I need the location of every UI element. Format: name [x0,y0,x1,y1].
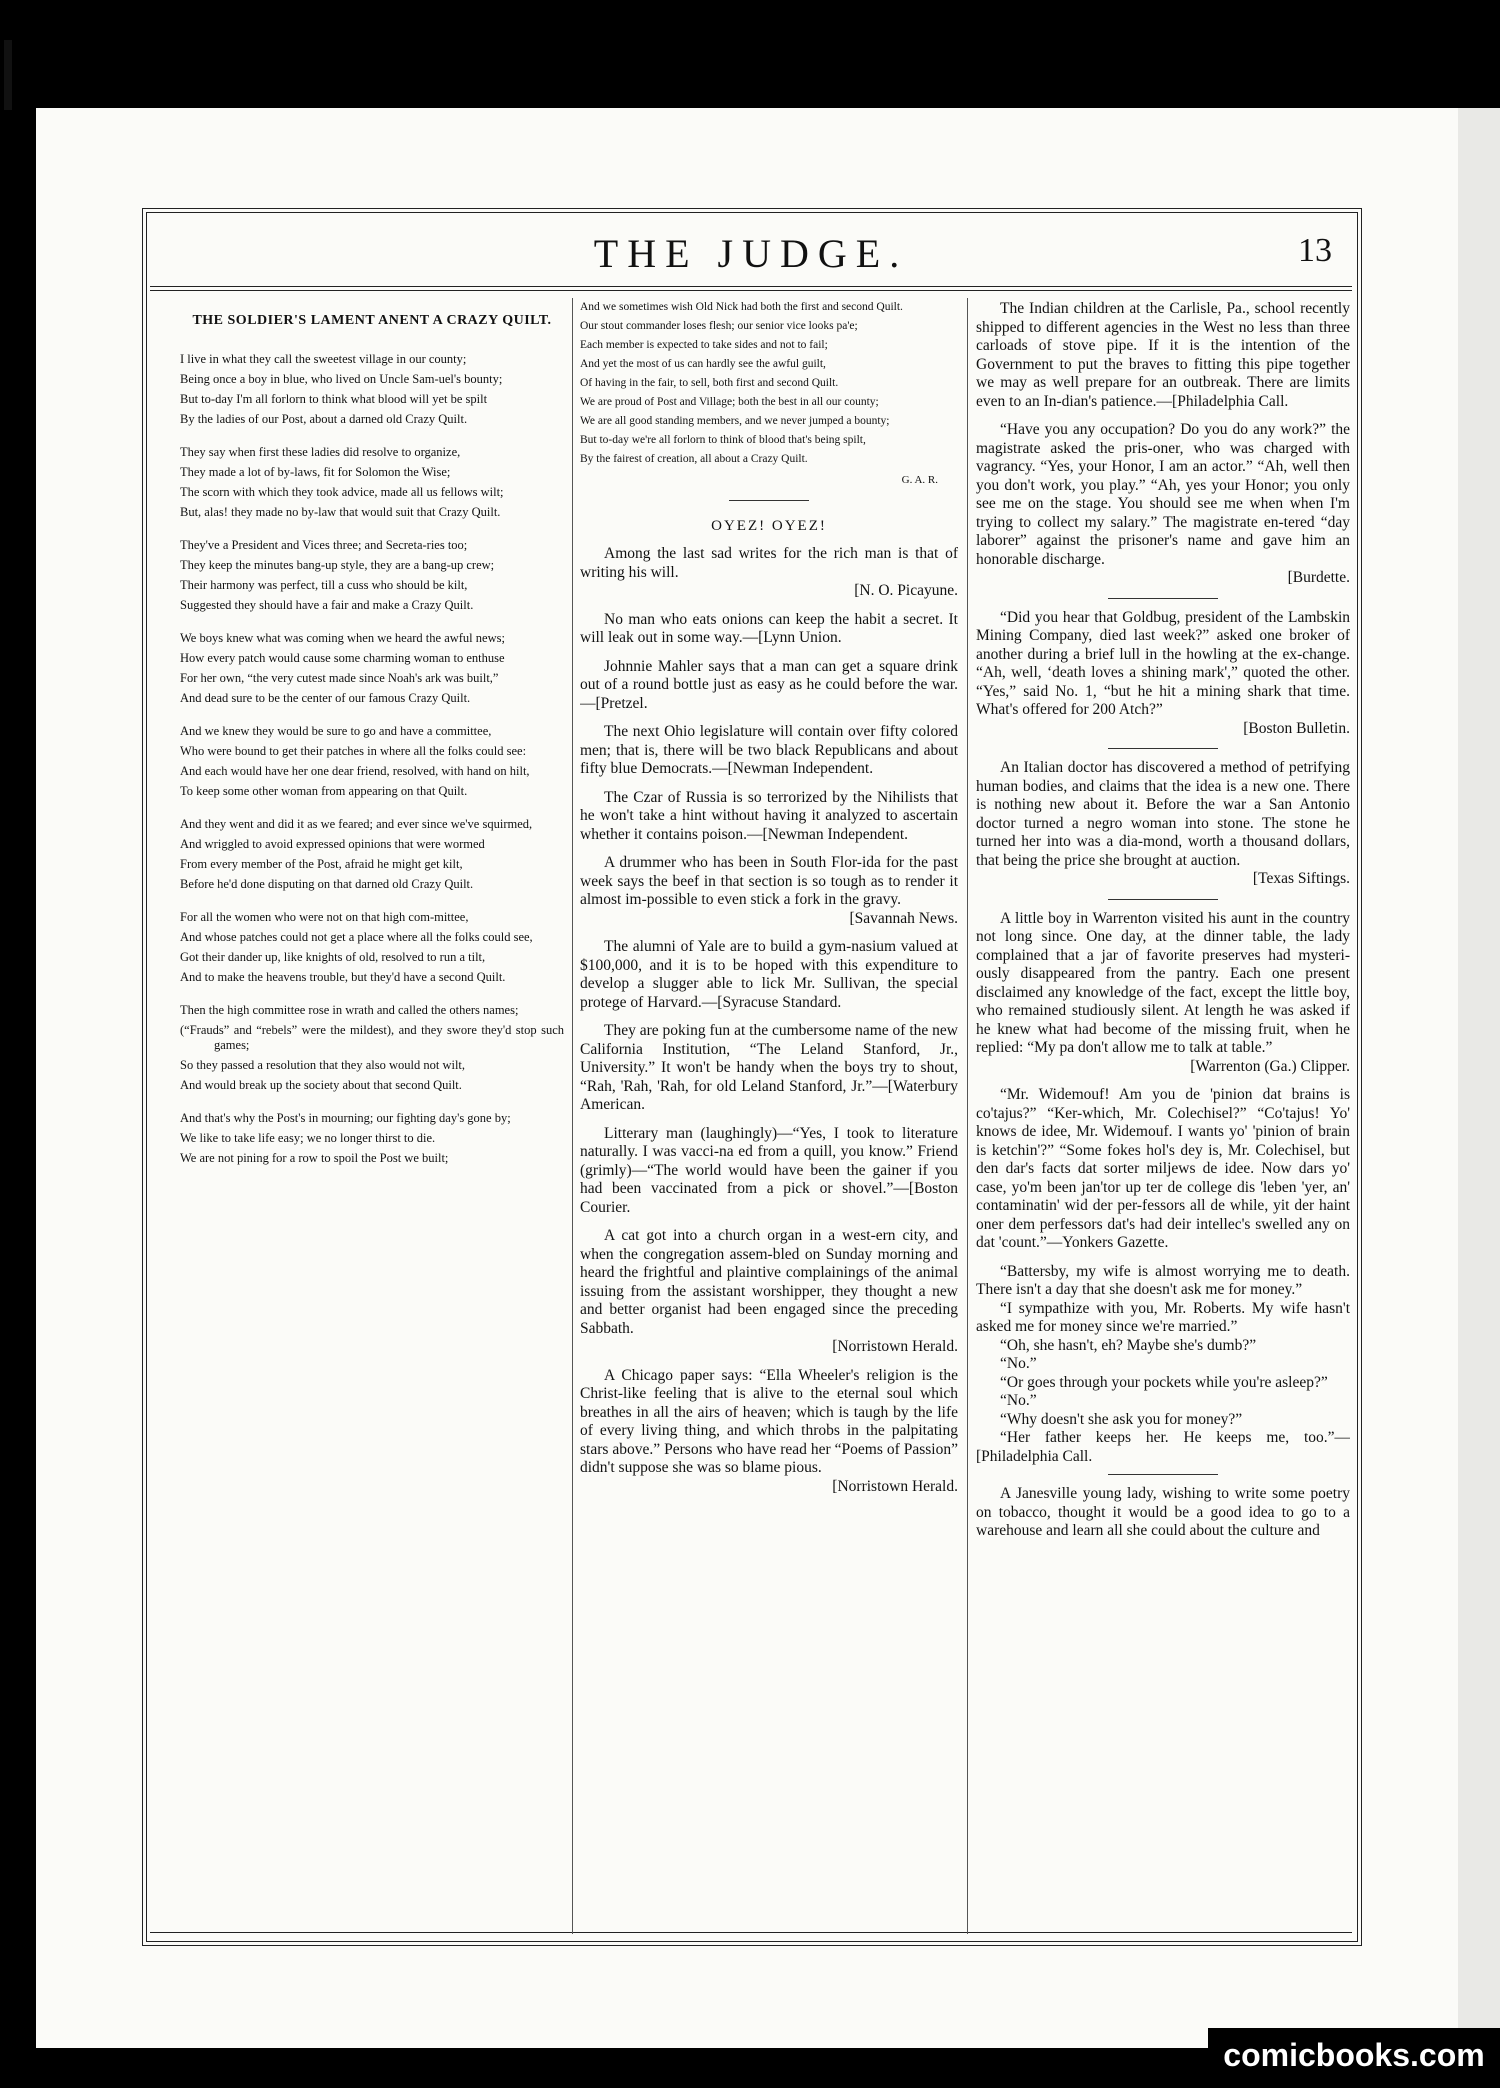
column-2 [580,300,958,1932]
verse-line: And would break up the society about that second Quilt. [180,1078,462,1092]
column-1 [180,300,564,1932]
news-item: Litterary man (laughingly)—“Yes, I took to literature naturally. I was vacci-na ed from a quill, you know.” Friend (grimly)—“The world would have been the gainer if you had been vaccinated from a pick or shovel.”—[Boston Courier. [580,1124,958,1216]
verse-line: We are not pining for a row to spoil the Post we built; [180,1151,449,1165]
news-source: [Boston Bulletin. [1243,719,1350,737]
dialogue-line: “Oh, she hasn't, eh? Maybe she's dumb?” [1000,1336,1257,1354]
verse-line: And to make the heavens trouble, but they'd have a second Quilt. [180,970,506,984]
poem-body [180,352,564,1166]
news-item: The Czar of Russia is so terrorized by the Nihilists that he won't take a hint without having it analyzed to ascertain whether it contains poison.—[Newman Independent. [580,788,958,843]
verse-line: I live in what they call the sweetest village in our county; [180,352,467,366]
verse-line: But, alas! they made no by-law that would suit that Crazy Quilt. [180,505,501,519]
verse-line: Their harmony was perfect, till a cuss who should be kilt, [180,578,468,592]
binding-mark [4,40,12,110]
poem-stanza [180,352,564,427]
closing-paragraph: A Janesville young lady, wishing to write some poetry on tobacco, thought it would be a good idea to go to a warehouse and learn all she could about the culture and [976,1485,1350,1539]
news-item: “Have you any occupation? Do you do any work?” the magistrate asked the pris-oner, who was charged with vagrancy. “Yes, your Honor, I am an actor.” “Ah, well then you don't work, you play.” “Ah, yes your Honor; you only see me on the stage. You should see me when when I'm trying to collect my salary.” The magistrate en-tered “day laborer” against the prisoner's name and gave him an honorable discharge. [976,421,1350,568]
news-source: [Texas Siftings. [1252,870,1350,887]
verse-line: And whose patches could not get a place where all the folks could see, [180,930,533,944]
news-item: An Italian doctor has discovered a method of petrifying human bodies, and claims that the idea is a new one. There is nothing new about it. Before the war a San Antonio doctor turned a negro woman into stone. The stone he turned her into was a dia-mond, worth a thousand dollars, that being the price she brought at auction. [976,759,1350,869]
news-item: No man who eats onions can keep the habit a secret. It will leak out in some way.—[Lynn Union. [580,610,958,646]
column-divider-1 [572,298,573,1934]
column-3 [976,300,1350,1932]
oyez-heading: OYEZ! OYEZ! [711,517,827,534]
verse-line: Got their dander up, like knights of old, resolved to run a tilt, [180,950,486,964]
poem-signature: G. A. R. [901,474,938,486]
verse-line: And they went and did it as we feared; and ever since we've squirmed, [180,817,533,831]
verse-line: We like to take life easy; we no longer thirst to die. [180,1131,436,1145]
section-rule [729,500,809,501]
verse-line: By the fairest of creation, all about a Crazy Quilt. [580,453,808,465]
dialogue-line: “I sympathize with you, Mr. Roberts. My wife hasn't asked me for money since we're married.” [976,1299,1350,1335]
news-source: [Burdette. [1287,569,1350,586]
news-item: A cat got into a church organ in a west-ern city, and when the congregation assem-bled on Sunday morning and heard the frightful and plaintive complainings of the animal issuing from the assistant worshipper, they thought a new and better organist had been engaged since the preceding Sabbath. [580,1227,958,1337]
verse-line: For her own, “the very cutest made since Noah's ark was built,” [180,671,499,685]
poem-title: THE SOLDIER'S LAMENT ANENT A CRAZY QUILT. [192,313,552,328]
column-divider-2 [967,298,968,1934]
dialogue [976,1263,1350,1467]
news-source: [N. O. Picayune. [854,582,958,599]
verse-line: We are proud of Post and Village; both the best in all our county; [580,396,879,408]
verse-line: But to-day I'm all forlorn to think what blood will yet be spilt [180,392,488,406]
section-rule [1108,1474,1218,1475]
news-item: “Mr. Widemouf! Am you de 'pinion dat brains is co'tajus?” “Ker-which, Mr. Colechisel?” “Co'tajus! Yo' knows de idee, Mr. Widemouf. I wants yo' 'pinion of brain is ketchin'?” “Some fokes hol's dey is, Mr. Colechisel, but den dar's facts dat sorter miljews de idee. Now dars yo' case, yo'm been jan'tor up ter de college dis 'leben 'yer, an' contaminatin' wid der per-fessors all de while, yit der haint oner dem perfessors dat's had deir intellec's swelled any on dat 'count.”—Yonkers Gazette. [976,1086,1350,1251]
oyez-items [580,545,958,1496]
verse-line: Suggested they should have a fair and make a Crazy Quilt. [180,598,474,612]
dialogue-line: “Her father keeps her. He keeps me, too.”—[Philadelphia Call. [976,1429,1350,1465]
verse-line: Being once a boy in blue, who lived on Uncle Sam-uel's bounty; [180,372,503,386]
verse-line: Then the high committee rose in wrath and called the others names; [180,1003,519,1017]
verse-line: And we sometimes wish Old Nick had both the first and second Quilt. [580,301,903,313]
masthead [146,222,1356,282]
verse-line: (“Frauds” and “rebels” were the mildest), and they swore they'd stop such games; [180,1023,564,1052]
verse-line: The scorn with which they took advice, made all us fellows wilt; [180,485,504,499]
verse-line: From every member of the Post, afraid he might get kilt, [180,857,463,871]
verse-line: They keep the minutes bang-up style, they are a bang-up crew; [180,558,495,572]
verse-line: Our stout commander loses flesh; our senior vice looks pa'e; [580,320,858,332]
poem-stanza [180,817,564,892]
verse-line: And yet the most of us can hardly see the awful guilt, [580,358,826,370]
verse-line: How every patch would cause some charming woman to enthuse [180,651,505,665]
verse-line: Who were bound to get their patches in where all the folks could see: [180,744,527,758]
page-edge [1458,108,1500,2048]
verse-line: And we knew they would be sure to go and have a committee, [180,724,492,738]
news-source: [Savannah News. [849,909,958,927]
verse-line: We are all good standing members, and we never jumped a bounty; [580,415,890,427]
poem-stanza [180,538,564,613]
verse-line: So they passed a resolution that they also would not wilt, [180,1058,466,1072]
column-3-items [976,300,1350,1263]
verse-line: We boys knew what was coming when we heard the awful news; [180,631,505,645]
news-item: They are poking fun at the cumbersome name of the new California Institution, “The Leland Stanford, Jr., University.” It won't be handy when the boys try to shout, “Rah, 'Rah, 'Rah, for old Leland Stanford, Jr.”—[Waterbury American. [580,1022,958,1113]
poem-stanza [180,724,564,799]
news-item: Among the last sad writes for the rich man is that of writing his will. [580,545,958,581]
news-item: Johnnie Mahler says that a man can get a square drink out of a round bottle just as easy as he could before the war.—[Pretzel. [580,657,958,712]
verse-line: By the ladies of our Post, about a darned old Crazy Quilt. [180,412,468,426]
dialogue-line: “Why doesn't she ask you for money?” [1000,1410,1243,1428]
poem-stanza [180,1111,564,1166]
poem-stanza [180,1003,564,1093]
verse-line: They say when first these ladies did resolve to organize, [180,445,461,459]
news-item: “Did you hear that Goldbug, president of the Lambskin Mining Company, died last week?” asked one broker of another during a brief lull in the howling at the ex-change. “Ah, well, ‘death loves a shining mark',” quoted the other. “Yes,” said No. 1, “but he hit a mining shark that time. What's offered for 200 Atch?” [976,608,1350,718]
news-item: The Indian children at the Carlisle, Pa., school recently shipped to different agencies in the West no less than three carloads of stove pipe. If it is the intention of the Government to put the braves to fitting this pipe together we may as well prepare for an outbreak. There are limits even to an In-dian's patience.—[Philadelphia Call. [976,300,1350,410]
dialogue-line: “No.” [1000,1392,1037,1409]
dialogue-line: “Battersby, my wife is almost worrying me to death. There isn't a day that she doesn't ask me for money.” [976,1262,1350,1298]
verse-line: To keep some other woman from appearing on that Quilt. [180,784,468,798]
verse-line: And that's why the Post's in mourning; our fighting day's gone by; [180,1111,511,1125]
header-rule-2 [150,290,1352,291]
verse-line: But to-day we're all forlorn to think of blood that's being spilt, [580,434,866,446]
verse-line: And dead sure to be the center of our famous Crazy Quilt. [180,691,471,705]
news-item: A drummer who has been in South Flor-ida for the past week says the beef in that section is so tough as to render it almost im-possible to even stick a fork in the gravy. [580,854,958,908]
news-source: [Warrenton (Ga.) Clipper. [1190,1057,1350,1075]
section-rule [1108,598,1218,599]
news-item: A Chicago paper says: “Ella Wheeler's religion is the Christ-like feeling that is alive to the eternal soul which breathes in all the airs of heaven; which is taugh by the life of every living thing, and which throbs in the palpitating stars above.” Persons who have read her “Poems of Passion” didn't suppose she was so blame pious. [580,1366,958,1476]
verse-line: Before he'd done disputing on that darned old Crazy Quilt. [180,877,474,891]
page-number: 13 [1298,232,1332,269]
masthead-title: THE JUDGE. [593,231,909,276]
poem-stanza [180,445,564,520]
news-source: [Norristown Herald. [832,1477,958,1495]
poem-continued [580,300,958,467]
verse-line: They've a President and Vices three; and Secreta-ries too; [180,538,468,552]
verse-line: Of having in the fair, to sell, both first and second Quilt. [580,377,839,389]
header-rule [150,286,1352,287]
watermark: comicbooks.com [1208,2028,1500,2088]
verse-line: For all the women who were not on that high com-mittee, [180,910,469,924]
footer-rule [150,1932,1352,1933]
verse-line: And each would have her one dear friend, resolved, with hand on hilt, [180,764,530,778]
news-item: The alumni of Yale are to build a gym-nasium valued at $100,000, and it is to be hoped with this expenditure to develop a slugger able to lick Mr. Sullivan, the special protege of Harvard.—[Syracuse Standard. [580,938,958,1011]
verse-line: They made a lot of by-laws, fit for Solomon the Wise; [180,465,451,479]
dialogue-line: “No.” [1000,1355,1037,1372]
poem-stanza [180,631,564,706]
news-item: A little boy in Warrenton visited his aunt in the country not long since. One day, at the dinner table, the lady complained that a jar of favorite preserves had mysteri-ously disappeared from the pantry. Each one present disclaimed any knowledge of the fact, except the little boy, who remained studiously silent. At length he was asked if he knew what had become of the missing fruit, when he replied: “My pa don't allow me to talk at table.” [976,909,1350,1056]
verse-line: And wriggled to avoid expressed opinions that were wormed [180,837,485,851]
news-source: [Norristown Herald. [832,1338,958,1355]
poem-stanza [180,910,564,985]
section-rule [1108,899,1218,900]
section-rule [1108,748,1218,749]
verse-line: Each member is expected to take sides and not to fail; [580,339,828,351]
news-item: The next Ohio legislature will contain over fifty colored men; that is, there will be two black Republicans and about fifty blue Democrats.—[Newman Independent. [580,723,958,777]
dialogue-line: “Or goes through your pockets while you're asleep?” [1000,1373,1328,1391]
